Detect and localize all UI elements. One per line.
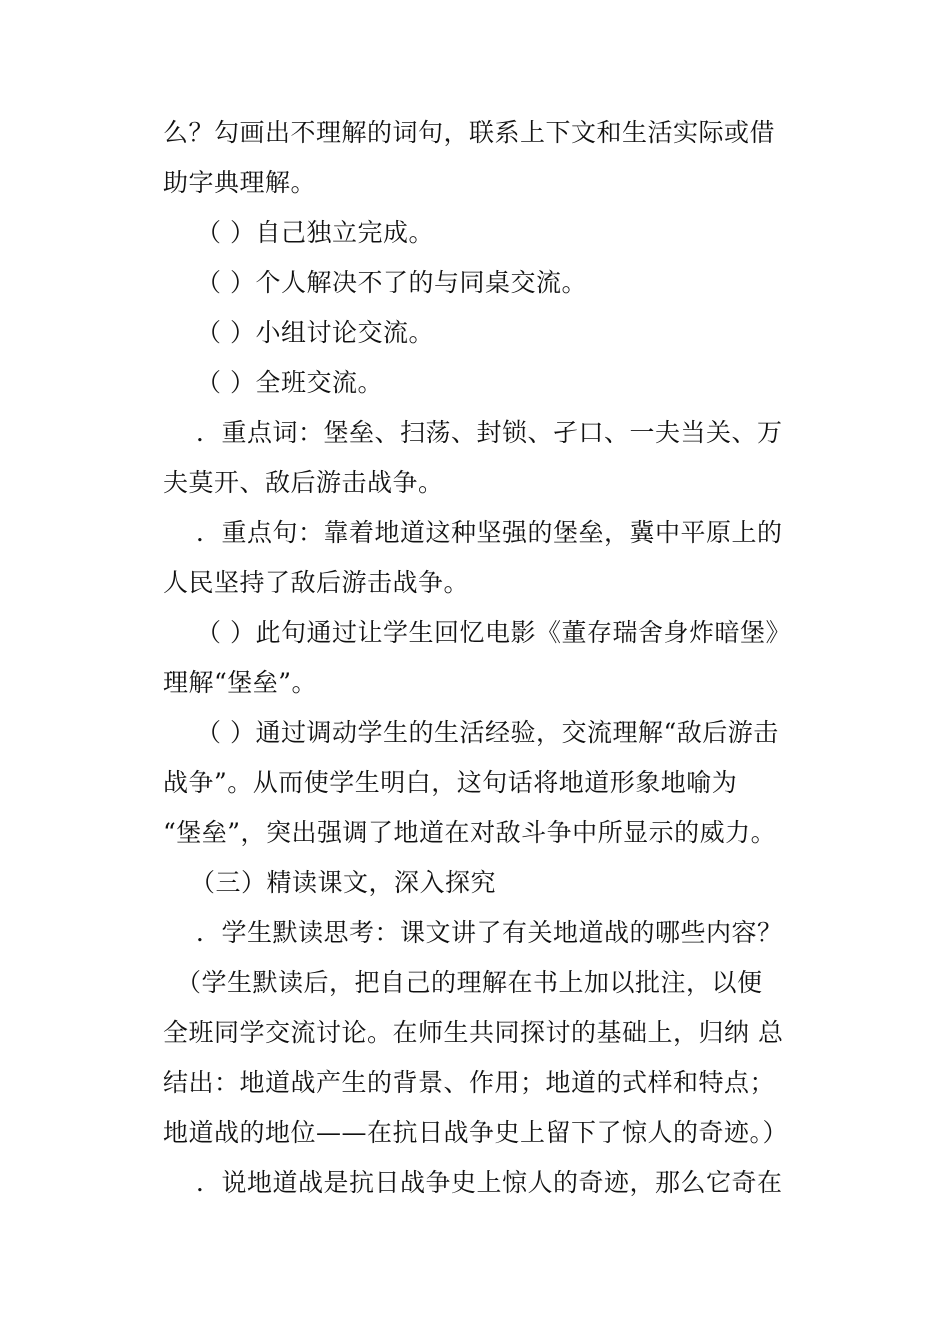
text-line: 理解“堡垒”。: [163, 668, 318, 697]
text-line: 么？勾画出不理解的词句，联系上下文和生活实际或借: [163, 118, 776, 147]
text-line: 结出：地道战产生的背景、作用；地道的式样和特点；: [163, 1068, 776, 1097]
text-line: 全班同学交流讨论。在师生共同探讨的基础上，归纳 总: [163, 1018, 784, 1047]
text-line: （ ）此句通过让学生回忆电影《董存瑞舍身炸暗堡》: [196, 618, 791, 647]
text-line: （ ）全班交流。: [196, 368, 383, 397]
text-line: （学生默读后，把自己的理解在书上加以批注，以便: [176, 968, 763, 997]
text-line: 地道战的地位——在抗日战争史上留下了惊人的奇迹。）: [163, 1118, 789, 1147]
text-line: （ ）小组讨论交流。: [196, 318, 434, 347]
text-line: ．重点句：靠着地道这种坚强的堡垒，冀中平原上的: [196, 518, 783, 547]
text-line: ．重点词：堡垒、扫荡、封锁、孑口、一夫当关、万: [196, 418, 783, 447]
text-line: ．说地道战是抗日战争史上惊人的奇迹，那么它奇在: [196, 1168, 783, 1197]
text-line: 助字典理解。: [163, 168, 317, 197]
text-line: 夫莫开、敌后游击战争。: [163, 468, 444, 497]
section-heading: （三）精读课文，深入探究: [190, 868, 497, 897]
text-line: 战争”。从而使学生明白，这句话将地道形象地喻为: [163, 768, 738, 797]
text-line: ．学生默读思考：课文讲了有关地道战的哪些内容？: [196, 918, 783, 947]
text-line: （ ）自己独立完成。: [196, 218, 434, 247]
text-line: （ ）通过调动学生的生活经验，交流理解“敌后游击: [196, 718, 779, 747]
text-line: 人民坚持了敌后游击战争。: [163, 568, 470, 597]
text-line: （ ）个人解决不了的与同桌交流。: [196, 268, 587, 297]
text-line: “堡垒”，突出强调了地道在对敌斗争中所显示的威力。: [163, 818, 777, 847]
